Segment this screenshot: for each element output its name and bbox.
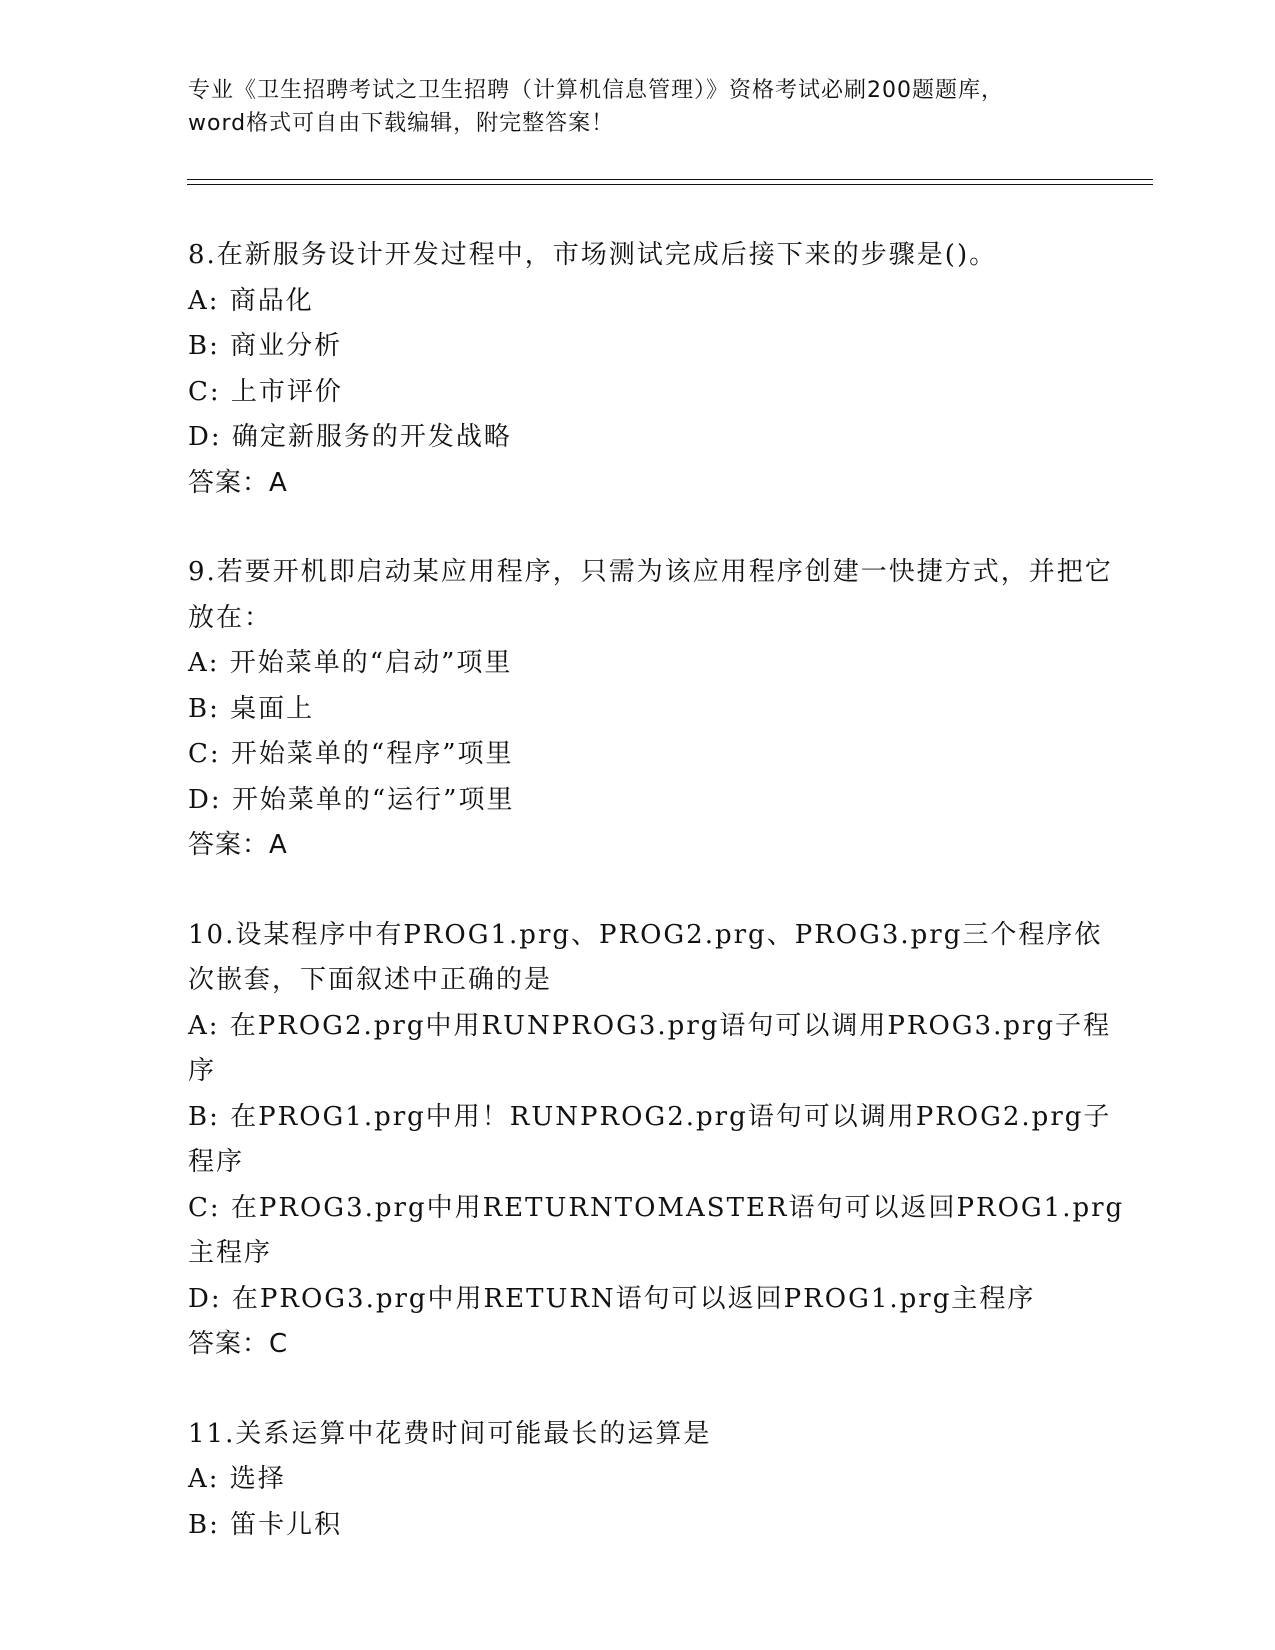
option-d: D: 在PROG3.prg中用RETURN语句可以返回PROG1.prg主程序 <box>188 1283 1036 1314</box>
option-a: A: 开始菜单的“启动”项里 <box>188 648 513 678</box>
option-a: A: 选择 <box>188 1464 286 1494</box>
question-9 <box>188 550 1128 869</box>
option-c: C: 在PROG3.prg中用RETURNTOMASTER语句可以返回PROG1.prg主程序 <box>188 1192 1125 1268</box>
option-a: A: 在PROG2.prg中用RUNPROG3.prg语句可以调用PROG3.prg子程序 <box>188 1010 1112 1086</box>
header-line-1: 专业《卫生招聘考试之卫生招聘（计算机信息管理）》资格考试必刷200题题库， <box>188 78 1004 103</box>
answer-line: 答案：A <box>188 467 288 498</box>
question-stem: 11.关系运算中花费时间可能最长的运算是 <box>188 1418 712 1449</box>
option-c: C: 上市评价 <box>188 376 343 407</box>
answer-line: 答案：A <box>188 830 288 860</box>
header-divider-top <box>187 179 1153 180</box>
question-list <box>188 233 1128 1592</box>
option-b: B: 在PROG1.prg中用！RUNPROG2.prg语句可以调用PROG2.prg子程序 <box>188 1101 1112 1177</box>
question-11 <box>188 1412 1128 1549</box>
header-divider-bottom <box>187 184 1153 185</box>
question-stem: 8.在新服务设计开发过程中，市场测试完成后接下来的步骤是()。 <box>188 240 998 270</box>
question-stem: 9.若要开机即启动某应用程序，只需为该应用程序创建一快捷方式，并把它放在： <box>188 557 1113 633</box>
option-b: B: 商业分析 <box>188 331 343 361</box>
option-b: B: 笛卡儿积 <box>188 1509 343 1540</box>
option-a: A: 商品化 <box>188 285 314 316</box>
option-b: B: 桌面上 <box>188 693 315 724</box>
option-d: D: 确定新服务的开发战略 <box>188 422 512 452</box>
answer-line: 答案：C <box>188 1329 289 1359</box>
question-10 <box>188 913 1128 1368</box>
option-d: D: 开始菜单的“运行”项里 <box>188 784 515 815</box>
question-stem: 10.设某程序中有PROG1.prg、PROG2.prg、PROG3.prg三个程序依次嵌套，下面叙述中正确的是 <box>188 919 1103 995</box>
option-c: C: 开始菜单的“程序”项里 <box>188 739 514 769</box>
document-header <box>188 74 1088 140</box>
header-line-2: word格式可自由下载编辑，附完整答案！ <box>188 111 615 136</box>
question-8 <box>188 233 1128 506</box>
